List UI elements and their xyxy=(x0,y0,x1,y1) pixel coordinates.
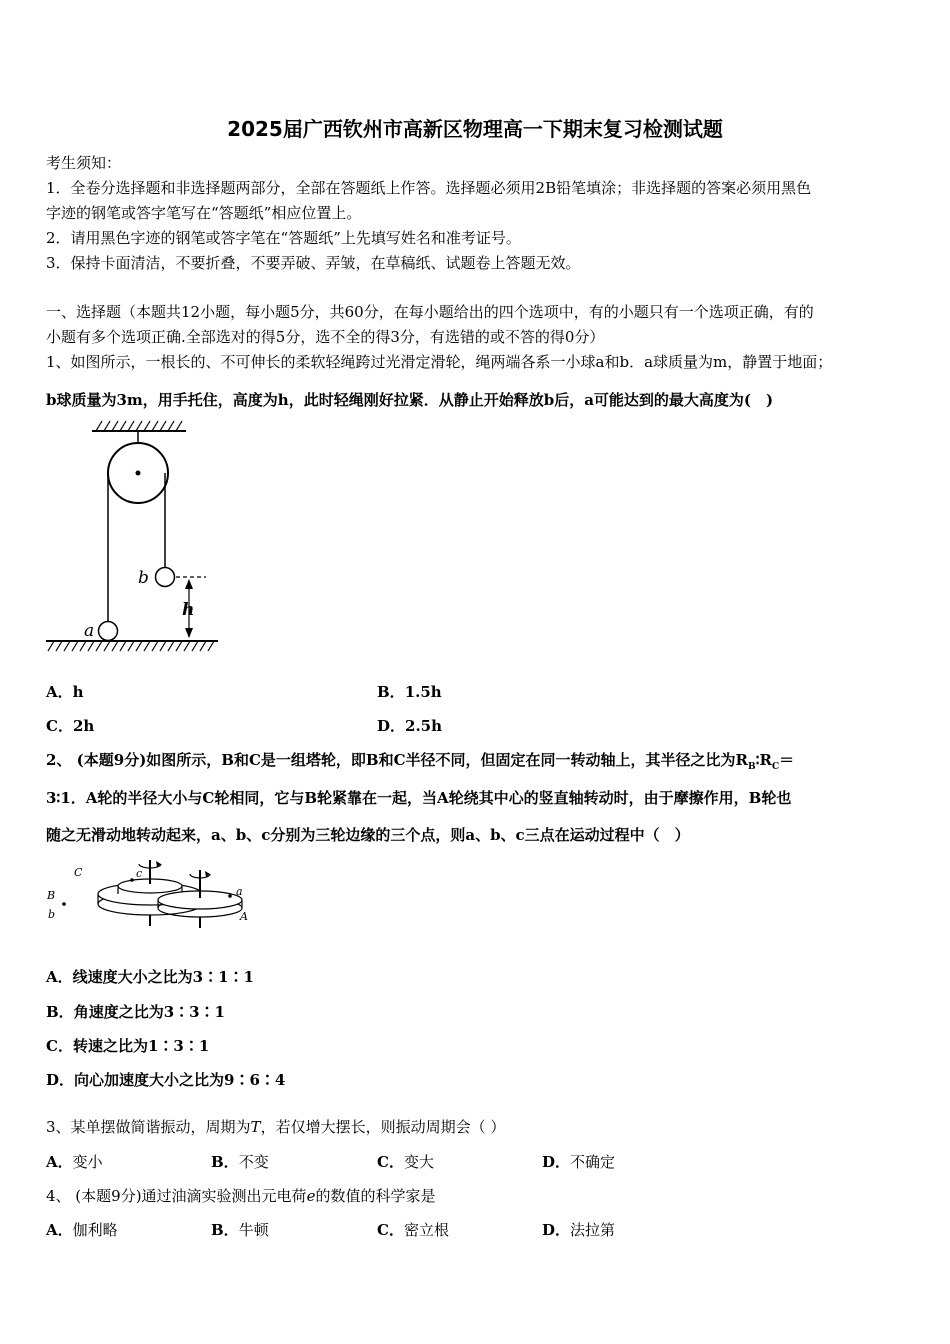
label-a: a xyxy=(84,621,95,641)
q2-stem-line: 2、 (本题9分)如图所示，B和C是一组塔轮，即B和C半径不同，但固定在同一转动轴上，其半径之比为$R_B∶R_C=$ xyxy=(46,751,795,772)
ground-hatch xyxy=(46,641,218,651)
pulley-axle xyxy=(136,471,141,476)
notice-line: 2．请用黑色字迹的钢笔或答字笔在“答题纸”上先填写姓名和准考证号。 xyxy=(46,229,521,247)
q1-stem-line: b球质量为3m，用手托住，高度为h，此时轻绳刚好拉紧．从静止开始释放b后，a可能达到的最大高度为( ) xyxy=(46,391,774,409)
label-b: b xyxy=(48,908,56,921)
label-B: B xyxy=(47,889,56,902)
q2-stem-line: 随之无滑动地转动起来，a、b、c分别为三轮边缘的三个点，则a、b、c三点在运动过程中（ ） xyxy=(46,826,690,844)
q3-stem: 3、某单摆做简谐振动，周期为T，若仅增大摆长，则振动周期会（ ） xyxy=(46,1118,506,1136)
height-arrow-down xyxy=(185,628,193,638)
q4-option-c[interactable]: C．密立根 xyxy=(377,1221,449,1239)
q2-option-a[interactable]: A．线速度大小之比为3∶1∶1 xyxy=(46,968,254,986)
label-c: c xyxy=(136,867,143,880)
q4-stem: 4、 (本题9分)通过油滴实验测出元电荷e的数值的科学家是 xyxy=(46,1187,436,1205)
q4-option-b[interactable]: B．牛顿 xyxy=(211,1221,269,1239)
q4-option-a[interactable]: A．伽利略 xyxy=(46,1221,118,1239)
q2-option-c[interactable]: C．转速之比为1∶3∶1 xyxy=(46,1037,210,1055)
q3-option-d[interactable]: D．不确定 xyxy=(542,1153,616,1171)
label-A: A xyxy=(240,910,248,923)
height-arrow-up xyxy=(185,579,193,589)
notice-heading: 考生须知： xyxy=(46,154,122,172)
section-heading-line: 小题有多个选项正确.全部选对的得5分，选不全的得3分，有选错的或不答的得0分） xyxy=(46,328,605,346)
q1-pulley-figure xyxy=(40,415,230,655)
label-C: C xyxy=(74,866,83,879)
q2-option-d[interactable]: D．向心加速度大小之比为9∶6∶4 xyxy=(46,1071,286,1089)
q2-option-b[interactable]: B．角速度之比为3∶3∶1 xyxy=(46,1003,225,1021)
q1-stem-line: 1、如图所示，一根长的、不可伸长的柔软轻绳跨过光滑定滑轮，绳两端各系一小球a和b．a球质量为m，静置于地面； xyxy=(46,353,833,371)
q3-option-b[interactable]: B．不变 xyxy=(211,1153,269,1171)
q1-option-c[interactable]: C．2h xyxy=(46,717,95,735)
ball-a xyxy=(99,622,118,641)
label-h: h xyxy=(182,600,195,620)
notice-line: 3．保持卡面清洁，不要折叠，不要弄破、弄皱，在草稿纸、试题卷上答题无效。 xyxy=(46,254,581,272)
q1-option-b[interactable]: B．1.5h xyxy=(377,683,442,701)
notice-line: 1．全卷分选择题和非选择题两部分，全部在答题纸上作答。选择题必须用2B铅笔填涂；非选择题的答案必须用黑色 xyxy=(46,179,812,197)
section-heading-line: 一、选择题（本题共12小题，每小题5分，共60分，在每小题给出的四个选项中，有的小题只有一个选项正确，有的 xyxy=(46,303,814,321)
point-a xyxy=(228,894,232,898)
q1-option-a[interactable]: A．h xyxy=(46,683,84,701)
notice-line: 字迹的钢笔或答字笔写在“答题纸”相应位置上。 xyxy=(46,204,362,222)
q2-wheels-figure xyxy=(44,852,254,936)
page-title: 2025届广西钦州市高新区物理高一下期末复习检测试题 xyxy=(227,117,723,141)
q3-option-c[interactable]: C．变大 xyxy=(377,1153,434,1171)
ceiling-hatch xyxy=(92,421,186,431)
q4-option-d[interactable]: D．法拉第 xyxy=(542,1221,616,1239)
q2-stem-line: 3∶1．A轮的半径大小与C轮相同，它与B轮紧靠在一起，当A轮绕其中心的竖直轴转动时，由于摩擦作用，B轮也 xyxy=(46,789,792,807)
label-b: b xyxy=(138,568,149,588)
point-b xyxy=(62,902,66,906)
label-a: a xyxy=(236,885,243,898)
q3-option-a[interactable]: A．变小 xyxy=(46,1153,103,1171)
q1-option-d[interactable]: D．2.5h xyxy=(377,717,443,735)
ball-b xyxy=(156,568,175,587)
point-c xyxy=(130,878,134,882)
